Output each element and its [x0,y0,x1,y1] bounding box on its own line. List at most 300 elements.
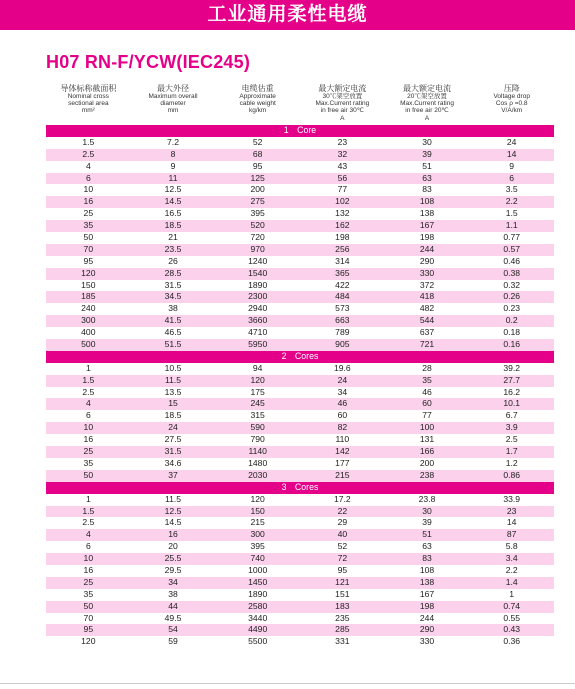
table-cell: 43 [337,160,348,171]
table-cell: 32 [337,148,348,159]
table-cell: 25.5 [164,553,182,564]
table-cell: 12.5 [164,184,182,195]
table-cell: 3660 [248,315,268,326]
table-cell: 27.5 [164,434,182,445]
column-header-cn: 最大额定电流 [403,84,452,93]
table-cell: 484 [335,291,350,302]
table-cell: 0.16 [503,339,521,350]
table-cell: 10 [83,422,94,433]
table-cell: 0.2 [505,315,518,326]
table-cell: 162 [335,220,350,231]
table-cell: 120 [250,374,265,385]
table-cell: 11 [168,172,178,183]
table-row [46,363,554,375]
table-cell: 0.38 [503,267,521,278]
column-header-cn: 电缆估重 [241,84,274,93]
table-cell: 0.57 [503,243,521,254]
table-cell: 970 [250,243,265,254]
table-cell: 63 [422,172,432,183]
table-cell: 70 [83,243,94,254]
table-cell: 215 [250,517,265,528]
table-cell: 138 [419,576,435,587]
table-cell: 395 [250,208,265,219]
table-cell: 120 [81,267,96,278]
table-cell: 110 [335,434,350,445]
column-header-line: mm² [81,107,95,115]
table-cell: 4 [85,160,91,171]
table-row [46,601,554,613]
table-cell: 720 [250,232,265,243]
table-row [46,208,554,220]
table-cell: 15 [168,398,178,409]
table-cell: 95 [252,160,263,171]
table-cell: 372 [419,279,435,290]
table-cell: 14 [506,148,517,159]
table-cell: 418 [419,291,435,302]
table-row [46,422,554,434]
table-cell: 166 [419,446,435,457]
table-row [46,161,554,173]
column-header-cn: 压降 [503,84,520,93]
table-cell: 16 [168,529,178,540]
table-cell: 23.8 [418,493,436,504]
table-row [46,280,554,292]
column-header-line: kg/km [249,107,267,115]
table-cell: 177 [335,457,350,468]
table-cell: 0.43 [503,624,521,635]
table-row [46,517,554,529]
table-cell: 31.5 [164,279,182,290]
column-header-line: V/A/km [501,107,523,115]
table-cell: 198 [335,232,350,243]
table-cell: 4710 [248,327,268,338]
table-cell: 49.5 [164,612,182,623]
table-cell: 35 [83,588,94,599]
table-row [46,291,554,303]
table-cell: 637 [419,327,435,338]
table-cell: 482 [419,303,435,314]
column-header [131,84,216,124]
table-row [46,410,554,422]
table-cell: 12.5 [164,505,182,516]
table-cell: 51.5 [164,339,182,350]
table-cell: 30 [422,136,432,147]
table-row [46,315,554,327]
table-cell: 20 [168,541,178,552]
table-cell: 663 [335,315,350,326]
table-cell: 1890 [248,588,268,599]
table-cell: 37 [168,469,178,480]
table-cell: 10 [83,553,94,564]
table-cell: 520 [250,220,265,231]
table-cell: 46 [337,398,348,409]
table-row [46,636,554,648]
table-cell: 1 [85,362,91,373]
table-row [46,196,554,208]
table-row [46,375,554,387]
column-header-line: 20℃架空放置 [407,93,447,100]
table-cell: 4 [85,529,91,540]
column-header-line: Voltage drop [493,93,530,100]
table-cell: 23 [337,136,348,147]
table-cell: 41.5 [164,315,182,326]
table-cell: 14.5 [164,517,182,528]
table-cell: 721 [419,339,435,350]
column-header-line: in free air 20℃ [405,107,449,115]
table-cell: 175 [250,386,265,397]
column-header [215,84,300,124]
section-header: 3 Cores [46,482,554,494]
table-cell: 8 [170,148,176,159]
table-cell: 56 [337,172,348,183]
table-cell: 2.5 [82,386,95,397]
table-cell: 275 [250,196,265,207]
table-cell: 1890 [248,279,268,290]
table-cell: 150 [250,505,265,516]
table-cell: 72 [337,553,348,564]
table-cell: 25 [83,576,94,587]
column-header-line: cable weight [239,100,276,108]
table-cell: 200 [250,184,265,195]
column-header-cn: 最大额定电流 [318,84,367,93]
table-cell: 17.2 [333,493,351,504]
table-cell: 68 [252,148,263,159]
table-cell: 1000 [248,564,268,575]
table-cell: 151 [335,588,350,599]
column-header-line: A [424,114,430,122]
table-cell: 59 [168,636,178,647]
table-cell: 2.5 [82,148,95,159]
table-cell: 198 [419,232,435,243]
column-header [46,84,131,124]
table-cell: 63 [422,541,432,552]
table-cell: 4490 [248,624,268,635]
table-cell: 94 [252,362,263,373]
table-cell: 24 [506,136,517,147]
table-cell: 2300 [248,291,268,302]
table-row [46,458,554,470]
table-row [46,624,554,636]
table-cell: 34.5 [164,291,182,302]
table-cell: 108 [419,564,435,575]
table-cell: 102 [335,196,350,207]
cable-spec-table [46,125,554,648]
table-cell: 1480 [248,457,268,468]
table-cell: 120 [81,636,96,647]
table-cell: 300 [81,315,96,326]
table-cell: 238 [419,469,435,480]
table-cell: 0.36 [503,636,521,647]
table-cell: 14.5 [164,196,182,207]
table-cell: 40 [337,529,348,540]
table-cell: 150 [81,279,96,290]
table-cell: 16 [83,434,94,445]
table-cell: 198 [419,600,435,611]
page-banner: 工业通用柔性电缆 [0,0,575,30]
table-cell: 121 [335,576,350,587]
table-cell: 0.74 [503,600,521,611]
table-cell: 331 [335,636,350,647]
table-cell: 544 [419,315,435,326]
table-cell: 167 [419,220,435,231]
table-cell: 44 [168,600,178,611]
column-header-line: A [340,114,345,122]
table-cell: 30 [422,505,432,516]
table-cell: 25 [83,208,94,219]
table-cell: 290 [419,624,435,635]
table-cell: 2580 [248,600,268,611]
table-cell: 290 [419,255,435,266]
table-cell: 138 [419,208,435,219]
table-cell: 2.5 [505,434,518,445]
table-cell: 23.5 [164,243,182,254]
column-header-line: Max.Current rating [315,100,370,108]
table-row [46,553,554,565]
table-cell: 52 [252,136,263,147]
table-cell: 132 [335,208,350,219]
table-cell: 573 [335,303,350,314]
table-cell: 26 [168,255,178,266]
table-cell: 7.2 [167,136,179,147]
table-cell: 50 [83,469,94,480]
table-cell: 50 [83,232,94,243]
table-cell: 2.2 [505,564,518,575]
column-header-line: Cos ρ =0.8 [495,100,528,108]
table-row [46,529,554,541]
table-cell: 1240 [248,255,268,266]
table-row [46,470,554,482]
column-header-line: sectional area [68,100,109,108]
table-cell: 2940 [248,303,268,314]
table-cell: 235 [335,612,350,623]
table-cell: 87 [506,529,517,540]
table-cell: 70 [83,612,94,623]
table-row [46,244,554,256]
table-row [46,613,554,625]
column-header-cn: 最大外径 [157,84,189,93]
table-cell: 1450 [248,576,268,587]
table-cell: 38 [168,303,178,314]
table-cell: 0.77 [503,232,521,243]
table-cell: 3.4 [505,553,518,564]
table-row [46,173,554,185]
table-cell: 35 [83,220,94,231]
table-row [46,577,554,589]
table-cell: 19.6 [333,362,351,373]
table-row [46,268,554,280]
table-cell: 18.5 [164,220,182,231]
table-cell: 39 [422,517,432,528]
table-row [46,398,554,410]
table-cell: 125 [250,172,265,183]
table-cell: 34 [337,386,348,397]
table-cell: 9 [170,160,176,171]
table-cell: 2030 [248,469,268,480]
table-row [46,387,554,399]
column-header [469,84,554,124]
table-cell: 330 [419,636,435,647]
table-cell: 314 [335,255,350,266]
table-row [46,589,554,601]
table-cell: 6 [85,172,91,183]
table-cell: 11.5 [164,493,182,504]
section-header: 2 Cores [46,351,554,363]
table-cell: 54 [168,624,178,635]
table-cell: 0.55 [503,612,521,623]
table-cell: 50 [83,600,94,611]
column-header-line: Maximum overall [148,93,198,100]
table-cell: 24 [337,374,348,385]
table-cell: 51 [422,529,432,540]
table-cell: 167 [419,588,435,599]
table-cell: 82 [337,422,348,433]
table-cell: 28.5 [164,267,182,278]
table-cell: 39 [422,148,432,159]
table-cell: 6 [85,410,91,421]
table-cell: 21 [168,232,178,243]
table-cell: 95 [83,255,94,266]
table-cell: 120 [250,493,265,504]
table-cell: 215 [335,469,350,480]
table-cell: 285 [335,624,350,635]
table-cell: 142 [335,446,350,457]
table-header [46,84,554,124]
table-cell: 46 [422,386,432,397]
table-cell: 1.7 [505,446,518,457]
table-cell: 6 [85,541,91,552]
table-cell: 790 [250,434,265,445]
table-cell: 422 [335,279,350,290]
table-cell: 35 [422,374,432,385]
table-cell: 315 [250,410,265,421]
table-cell: 9 [509,160,515,171]
table-cell: 245 [250,398,265,409]
table-cell: 590 [250,422,265,433]
table-cell: 46.5 [164,327,182,338]
table-cell: 1140 [248,446,267,457]
table-cell: 365 [335,267,350,278]
table-cell: 3.5 [505,184,518,195]
table-cell: 60 [337,410,348,421]
table-cell: 0.46 [503,255,521,266]
table-cell: 6.7 [505,410,518,421]
table-cell: 300 [250,529,265,540]
bottom-divider [0,683,575,684]
table-cell: 500 [81,339,96,350]
table-row [46,494,554,506]
table-cell: 905 [335,339,350,350]
table-cell: 77 [337,184,348,195]
table-row [46,327,554,339]
table-cell: 11.5 [164,374,182,385]
table-row [46,506,554,518]
column-header-line: mm [167,107,179,115]
column-header-cn: 导体标称截面积 [60,84,117,93]
table-cell: 33.9 [503,493,521,504]
table-cell: 28 [422,362,432,373]
table-cell: 38 [168,588,178,599]
table-cell: 0.18 [503,327,521,338]
table-cell: 3.9 [505,422,518,433]
table-cell: 244 [419,243,435,254]
table-cell: 1540 [248,267,268,278]
table-cell: 16 [83,564,94,575]
table-cell: 34.6 [164,457,182,468]
table-cell: 29 [337,517,348,528]
table-cell: 16 [83,196,94,207]
table-cell: 34 [168,576,178,587]
table-cell: 240 [81,303,96,314]
table-cell: 1 [509,588,515,599]
column-header [300,84,385,124]
table-cell: 35 [83,457,94,468]
table-cell: 10.1 [503,398,521,409]
table-cell: 22 [337,505,348,516]
table-cell: 29.5 [164,564,182,575]
table-cell: 395 [250,541,265,552]
table-cell: 5.8 [505,541,518,552]
table-cell: 3440 [248,612,268,623]
table-cell: 10.5 [164,362,182,373]
table-cell: 200 [419,457,435,468]
table-cell: 256 [335,243,350,254]
table-cell: 1.1 [505,220,518,231]
table-cell: 95 [337,564,348,575]
table-row [46,565,554,577]
table-cell: 16.2 [503,386,521,397]
column-header-line: Max.Current rating [400,100,454,108]
table-cell: 185 [81,291,96,302]
table-row [46,541,554,553]
section-header: 1 Core [46,125,554,137]
table-cell: 25 [83,446,94,457]
table-cell: 13.5 [164,386,182,397]
table-cell: 0.23 [503,303,521,314]
table-cell: 1.5 [505,208,518,219]
table-cell: 2.2 [505,196,518,207]
table-cell: 95 [83,624,94,635]
table-row [46,256,554,268]
table-cell: 24 [168,422,178,433]
table-cell: 330 [419,267,435,278]
table-cell: 16.5 [164,208,182,219]
table-row [46,220,554,232]
table-row [46,446,554,458]
table-cell: 83 [422,553,432,564]
table-cell: 100 [419,422,435,433]
column-header-line: diameter [160,100,186,108]
table-cell: 4 [85,398,91,409]
table-row [46,184,554,196]
table-cell: 1.4 [505,576,518,587]
column-header-line: Approximate [239,93,276,100]
table-cell: 740 [250,553,265,564]
table-cell: 789 [335,327,350,338]
table-row [46,137,554,149]
table-cell: 23 [506,505,517,516]
column-header-line: Nominal cross [67,93,109,100]
table-cell: 14 [506,517,517,528]
table-cell: 60 [422,398,432,409]
table-cell: 400 [81,327,96,338]
table-cell: 5950 [248,339,268,350]
table-cell: 77 [422,410,432,421]
table-cell: 131 [419,434,435,445]
table-cell: 52 [337,541,348,552]
table-cell: 0.86 [503,469,521,480]
table-cell: 51 [422,160,432,171]
table-cell: 108 [419,196,435,207]
